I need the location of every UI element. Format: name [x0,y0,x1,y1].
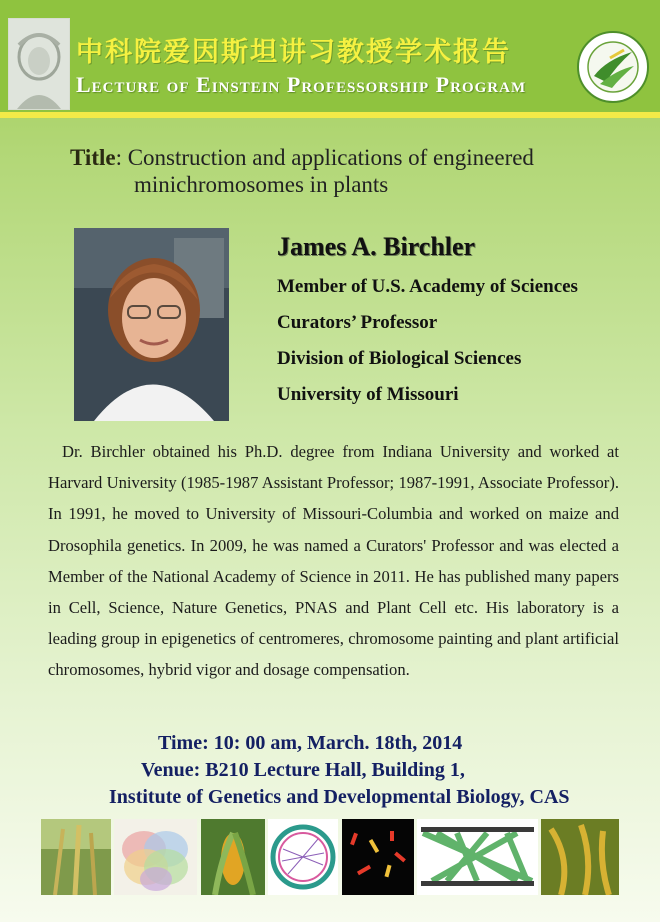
speaker-biography: Dr. Birchler obtained his Ph.D. degree from Indiana University and worked at Harvard University (1985-1987 Assistant Professor; 1987-1991, Associate Professor). In 1991, he moved to University of Missouri-Columbia and worked on maize and Drosophila genetics. In 2009, he was named a Curators' Professor and was elected a Member of the National Academy of Science in 2011. He has published many papers in Cell, Science, Nature Genetics, PNAS and Plant Cell etc. His laboratory is a leading group in epigenetics of centromeres, chromosome painting and plant artificial chromosomes, hybrid vigor and dosage compensation. [48,442,619,680]
header-divider [0,112,660,118]
institute-seal-icon [576,30,650,104]
synteny-map-image [417,819,538,895]
speaker-affiliation-1: Member of U.S. Academy of Sciences [277,276,578,297]
header-title-chinese: 中科院爱因斯坦讲习教授学术报告 [76,37,511,68]
circos-plot-image [268,819,338,895]
speaker-affiliation-2: Curators’ Professor [277,312,438,333]
event-venue-line-1: Venue: B210 Lecture Hall, Building 1, [141,759,465,781]
chromosome-fish-image [342,819,414,895]
speaker-affiliation-3: Division of Biological Sciences [277,348,522,369]
speaker-affiliation-4: University of Missouri [277,384,459,405]
speaker-photo [74,228,229,421]
header-title-english: Lecture of Einstein Professorship Program [76,72,527,97]
title-line-2: minichromosomes in plants [134,172,389,197]
title-line-1: Construction and applications of engineered [127,145,534,170]
header-banner [0,0,660,118]
wheat-photo [41,819,111,895]
maize-photo [201,819,265,895]
lecture-title: Title: Construction and applications of engineered minichromosomes in plants [70,144,640,198]
speaker-name: James A. Birchler [277,232,476,261]
title-label: Title [70,145,116,170]
event-venue-line-2: Institute of Genetics and Developmental Biology, CAS [109,786,570,808]
rice-photo [541,819,619,895]
einstein-portrait [8,18,70,110]
event-time: Time: 10: 00 am, March. 18th, 2014 [158,732,463,754]
venn-diagram-image [114,819,197,895]
